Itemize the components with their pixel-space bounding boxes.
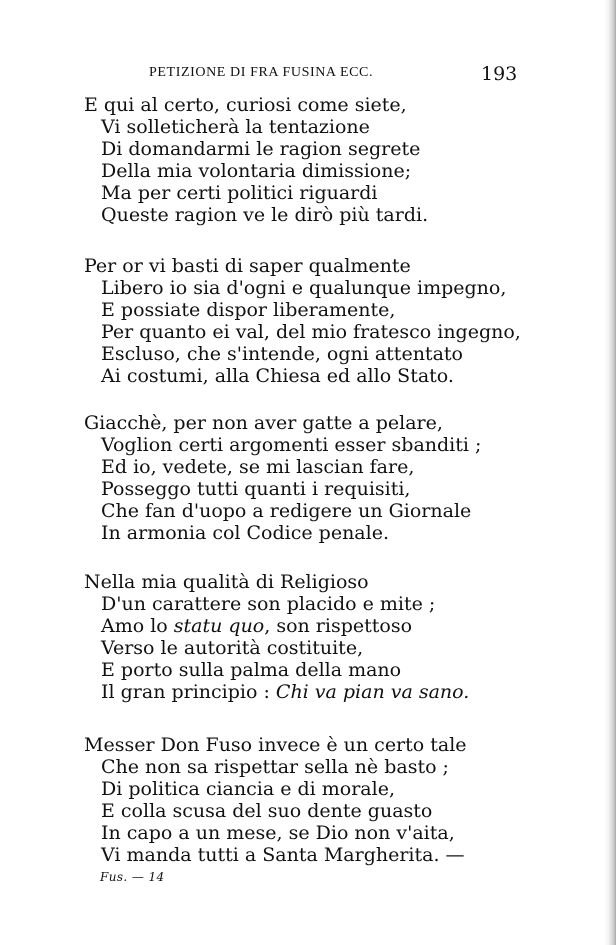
verse-line: Vi manda tutti a Santa Margherita. —	[101, 844, 465, 866]
verse-line: Verso le autorità costituite,	[101, 637, 364, 659]
verse-line: Vi solleticherà la tentazione	[101, 116, 370, 138]
verse-line: Queste ragion ve le dirò più tardi.	[101, 204, 429, 226]
verse-line: D'un carattere son placido e mite ;	[101, 593, 436, 615]
verse-line: Per quanto ei val, del mio fratesco ingegno,	[101, 321, 521, 343]
verse-line: Nella mia qualità di Religioso	[84, 571, 369, 593]
verse-line: In armonia col Codice penale.	[101, 522, 389, 544]
verse-text: , son rispettoso	[264, 615, 413, 637]
verse-line: Voglion certi argomenti esser sbanditi ;	[101, 434, 482, 456]
verse-text: Amo lo	[101, 615, 174, 637]
verse-line: Giacchè, per non aver gatte a pelare,	[84, 412, 443, 434]
verse-line: E possiate dispor liberamente,	[101, 299, 396, 321]
verse-line: E porto sulla palma della mano	[101, 659, 402, 681]
page-edge-shadow	[604, 0, 616, 945]
verse-line: Di politica ciancia e di morale,	[101, 778, 395, 800]
verse-text: Il gran principio :	[101, 681, 276, 703]
verse-line: Ed io, vedete, se mi lascian fare,	[101, 456, 415, 478]
verse-italic-text: Chi va pian va sano.	[275, 681, 470, 703]
verse-line: Di domandarmi le ragion segrete	[101, 138, 421, 160]
verse-line: Della mia volontaria dimissione;	[101, 160, 412, 182]
verse-line: Libero io sia d'ogni e qualunque impegno,	[101, 277, 507, 299]
verse-line	[101, 615, 412, 637]
running-title: PETIZIONE DI FRA FUSINA ECC.	[149, 65, 374, 80]
verse-line: Posseggo tutti quanti i requisiti,	[101, 478, 411, 500]
printer-signature: Fus. — 14	[100, 870, 165, 884]
verse-line: Messer Don Fuso invece è un certo tale	[84, 734, 467, 756]
page-number: 193	[481, 63, 518, 85]
verse-italic-text: statu quo	[173, 615, 265, 637]
verse-line: Per or vi basti di saper qualmente	[84, 255, 411, 277]
verse-line: Che fan d'uopo a redigere un Giornale	[101, 500, 472, 522]
verse-line: In capo a un mese, se Dio non v'aita,	[101, 822, 455, 844]
verse-line: Escluso, che s'intende, ogni attentato	[101, 343, 463, 365]
verse-line: Ma per certi politici riguardi	[101, 182, 378, 204]
verse-line: E colla scusa del suo dente guasto	[101, 800, 433, 822]
verse-line: Ai costumi, alla Chiesa ed allo Stato.	[101, 365, 454, 387]
page-header	[0, 63, 616, 87]
verse-line	[101, 681, 469, 703]
verse-line: Che non sa rispettar sella nè basto ;	[101, 756, 449, 778]
verse-line: E qui al certo, curiosi come siete,	[84, 94, 407, 116]
